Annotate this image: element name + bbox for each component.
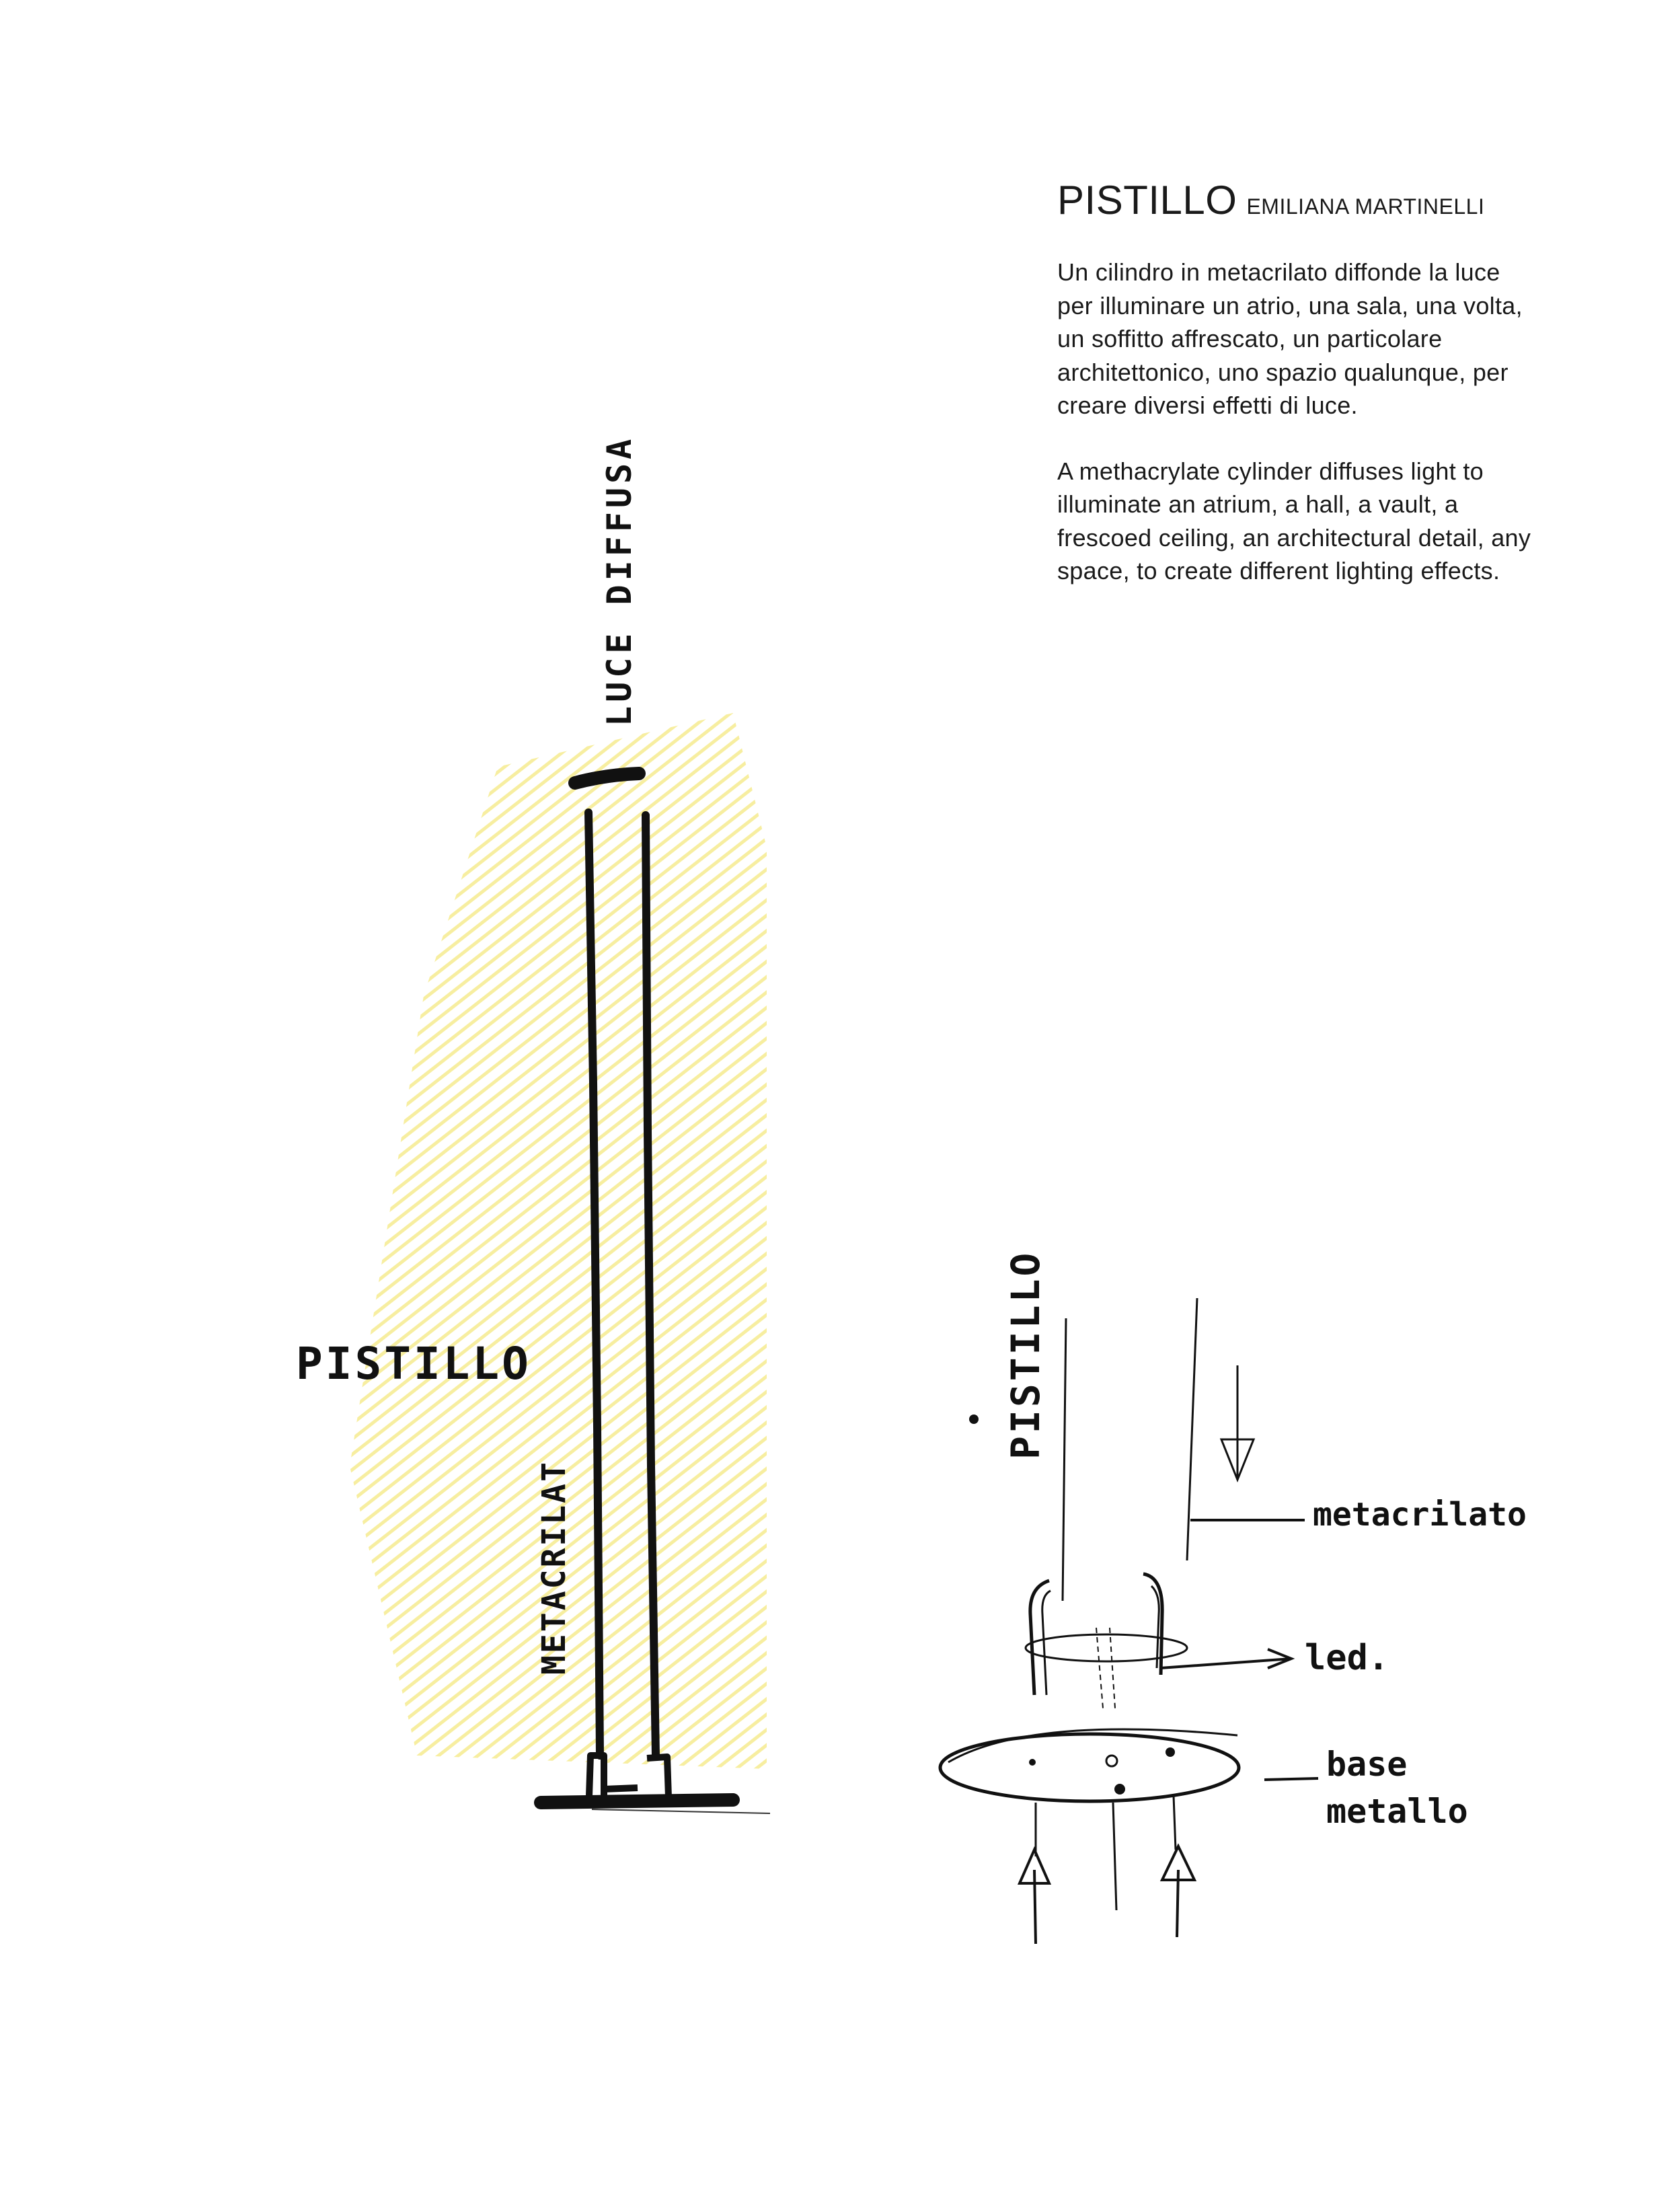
down-arrow-icon [1221, 1365, 1254, 1480]
label-base: base [1326, 1745, 1408, 1784]
up-arrow-left-icon [1020, 1850, 1049, 1944]
label-metacrilato-right: metacrilato [1313, 1496, 1527, 1534]
detail-base-disc [940, 1734, 1239, 1801]
column-base-plate [541, 1800, 733, 1803]
label-pistillo-left: PISTILLO [296, 1338, 531, 1390]
product-name: PISTILLO [1057, 178, 1237, 223]
designer-name: EMILIANA MARTINELLI [1246, 194, 1485, 219]
description-english: A methacrylate cylinder diffuses light to illuminate an atrium, a hall, a vault, a frescoed ceiling, an architectural detail, any space, to create different lighting effects. [1057, 457, 1531, 584]
up-arrow-right-icon [1162, 1846, 1194, 1937]
label-metallo: metallo [1326, 1792, 1468, 1831]
description-italian: Un cilindro in metacrilato diffonde la luce per illuminare un atrio, una sala, una volta, un soffitto affrescato, un particolare architettonico, uno spazio qualunque, per creare diversi effetti di luce. [1057, 258, 1523, 419]
label-pistillo-right: PISTILLO [1003, 1250, 1048, 1460]
label-metacrilato-left: METACRILAT [535, 1460, 573, 1675]
product-text-block [1057, 180, 1541, 588]
detail-sketch [928, 1184, 1628, 1964]
label-led: led. [1305, 1638, 1389, 1678]
detail-cylinder-left [1063, 1318, 1066, 1601]
label-luce-diffusa: LUCE DIFFUSA [600, 435, 639, 726]
page-title [1057, 180, 1541, 221]
column-sketch [269, 390, 780, 1829]
